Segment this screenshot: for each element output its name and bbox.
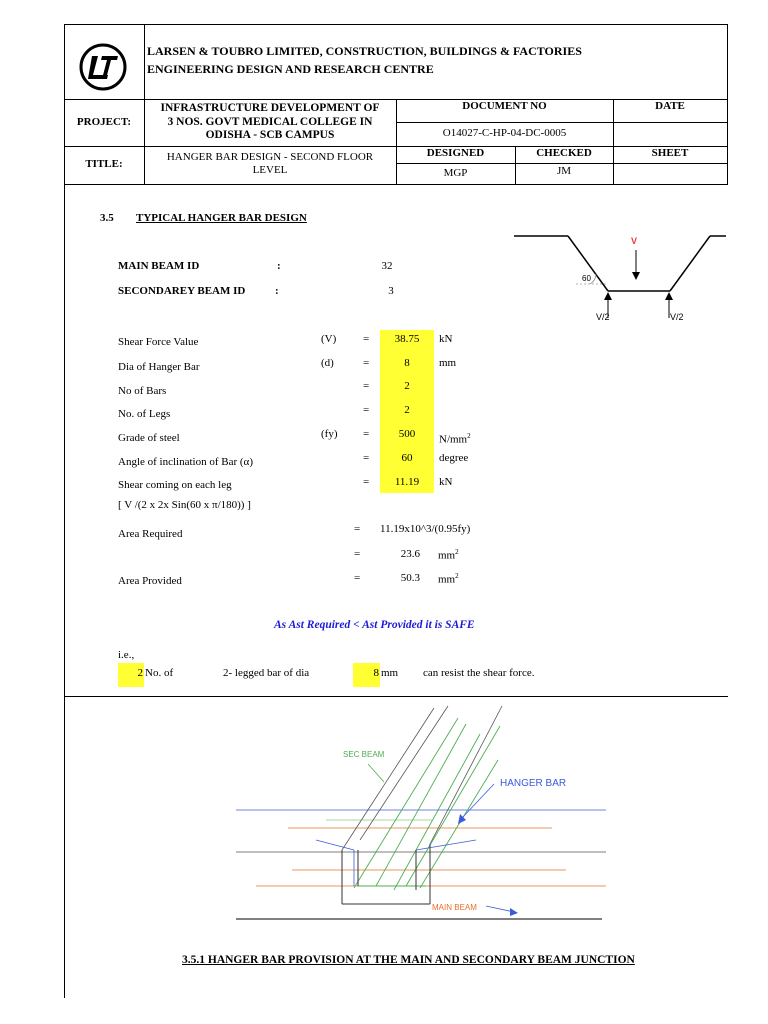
dia-eq: =	[363, 357, 370, 369]
designed-value: MGP	[443, 167, 468, 179]
project-label: PROJECT:	[76, 116, 132, 128]
summary-legged: 2- legged bar of dia	[223, 667, 310, 679]
section-number: 3.5	[100, 212, 114, 224]
sec-beam-value: 3	[388, 285, 394, 297]
beam-junction-diagram	[236, 700, 608, 922]
shear-force-label: Shear Force Value	[118, 336, 199, 348]
angle-eq: =	[363, 452, 370, 464]
area-required-unit-sup: 2	[455, 548, 459, 556]
shear-leg-unit: kN	[439, 476, 453, 488]
diagram-v-label: V	[631, 236, 638, 246]
main-beam-diagram-label: MAIN BEAM	[432, 903, 477, 912]
angle-value: 60	[401, 452, 413, 464]
summary-dia: 8	[373, 667, 379, 679]
diagram-angle-label: 60	[582, 274, 591, 283]
document-no-label: DOCUMENT NO	[462, 100, 547, 112]
area-required-label: Area Required	[118, 528, 183, 540]
no-legs-value: 2	[404, 404, 410, 416]
sec-beam-diagram-label: SEC BEAM	[343, 750, 385, 759]
main-beam-label: MAIN BEAM ID	[118, 260, 200, 272]
grade-value: 500	[398, 428, 416, 440]
date-label: DATE	[655, 100, 685, 112]
area-provided-value: 50.3	[400, 572, 420, 584]
dia-unit: mm	[439, 357, 457, 369]
shear-leg-eq: =	[363, 476, 370, 488]
section-title: TYPICAL HANGER BAR DESIGN	[136, 212, 307, 224]
summary-no-of: No. of	[145, 667, 174, 679]
project-line-1: INFRASTRUCTURE DEVELOPMENT OF	[160, 102, 380, 114]
docno-divider	[396, 122, 728, 123]
project-line-3: ODISHA - SCB CAMPUS	[205, 129, 335, 141]
shear-force-eq: =	[363, 333, 370, 345]
summary-text: can resist the shear force.	[423, 667, 535, 679]
project-line-2: 3 NOS. GOVT MEDICAL COLLEGE IN	[167, 116, 373, 128]
area-required-formula: 11.19x10^3/(0.95fy)	[380, 523, 471, 535]
angle-label: Angle of inclination of Bar (α)	[118, 456, 253, 468]
shear-force-value: 38.75	[394, 333, 420, 345]
shear-leg-value: 11.19	[394, 476, 420, 488]
checked-label: CHECKED	[536, 147, 592, 159]
no-legs-label: No. of Legs	[118, 408, 171, 420]
shear-leg-label: Shear coming on each leg	[118, 479, 232, 491]
shear-force-unit: kN	[439, 333, 453, 345]
shear-force-diagram	[512, 230, 728, 326]
diagram-left-reaction: V/2	[596, 312, 610, 322]
grade-unit-text: N/mm	[439, 433, 468, 446]
area-provided-eq: =	[354, 572, 361, 584]
grade-eq: =	[363, 428, 370, 440]
company-line-2: ENGINEERING DESIGN AND RESEARCH CENTRE	[147, 62, 434, 76]
area-required-value-eq: =	[354, 548, 361, 560]
angle-unit: degree	[439, 452, 469, 464]
header-right-border	[727, 24, 728, 185]
left-margin-line	[64, 24, 65, 998]
grade-unit-sup: 2	[467, 432, 471, 440]
header-bottom-border	[64, 184, 728, 185]
designed-divider	[396, 163, 728, 164]
dia-value: 8	[404, 357, 410, 369]
dia-symbol: (d)	[321, 357, 334, 369]
area-provided-unit-sup: 2	[455, 572, 459, 580]
checked-value: JM	[556, 165, 572, 177]
main-beam-value: 32	[381, 260, 393, 272]
area-provided-unit	[438, 572, 459, 586]
area-required-value: 23.6	[400, 548, 420, 560]
diagram-right-reaction: V/2	[670, 312, 684, 322]
title-line-2: LEVEL	[252, 164, 288, 176]
main-beam-colon: :	[277, 260, 281, 272]
section-separator	[64, 696, 728, 697]
area-required-unit	[438, 548, 459, 562]
document-no-value: O14027-C-HP-04-DC-0005	[442, 127, 567, 139]
summary-bars: 2	[137, 667, 143, 679]
hanger-bar-diagram-label: HANGER BAR	[500, 778, 567, 789]
company-line-1: LARSEN & TOUBRO LIMITED, CONSTRUCTION, BUILDINGS & FACTORIES	[147, 44, 582, 58]
sheet-label: SHEET	[651, 147, 689, 159]
no-bars-value: 2	[404, 380, 410, 392]
dia-label: Dia of Hanger Bar	[118, 361, 200, 373]
shear-leg-formula: [ V /(2 x 2x Sin(60 x π/180)) ]	[118, 499, 251, 511]
lt-logo-icon	[78, 42, 128, 92]
no-legs-eq: =	[363, 404, 370, 416]
title-label: TITLE:	[85, 158, 123, 170]
sec-beam-colon: :	[275, 285, 279, 297]
grade-symbol: (fy)	[321, 428, 338, 440]
safety-conclusion: As Ast Required < Ast Provided it is SAFE	[274, 619, 475, 631]
area-required-eq: =	[354, 523, 361, 535]
shear-force-symbol: (V)	[321, 333, 337, 345]
grade-label: Grade of steel	[118, 432, 180, 444]
footer-heading: 3.5.1 HANGER BAR PROVISION AT THE MAIN AND SECONDARY BEAM JUNCTION	[182, 954, 635, 966]
area-provided-label: Area Provided	[118, 575, 182, 587]
header-top-border	[64, 24, 728, 25]
summary-mm: mm	[381, 667, 399, 679]
title-line-1: HANGER BAR DESIGN - SECOND FLOOR	[166, 151, 374, 163]
no-bars-label: No of Bars	[118, 385, 167, 397]
sec-beam-label: SECONDAREY BEAM ID	[118, 285, 246, 297]
area-provided-unit-text: mm	[438, 573, 456, 586]
grade-unit	[439, 432, 471, 446]
summary-ie: i.e.,	[118, 649, 135, 661]
area-required-unit-text: mm	[438, 549, 456, 562]
designed-label: DESIGNED	[426, 147, 485, 159]
no-bars-eq: =	[363, 380, 370, 392]
